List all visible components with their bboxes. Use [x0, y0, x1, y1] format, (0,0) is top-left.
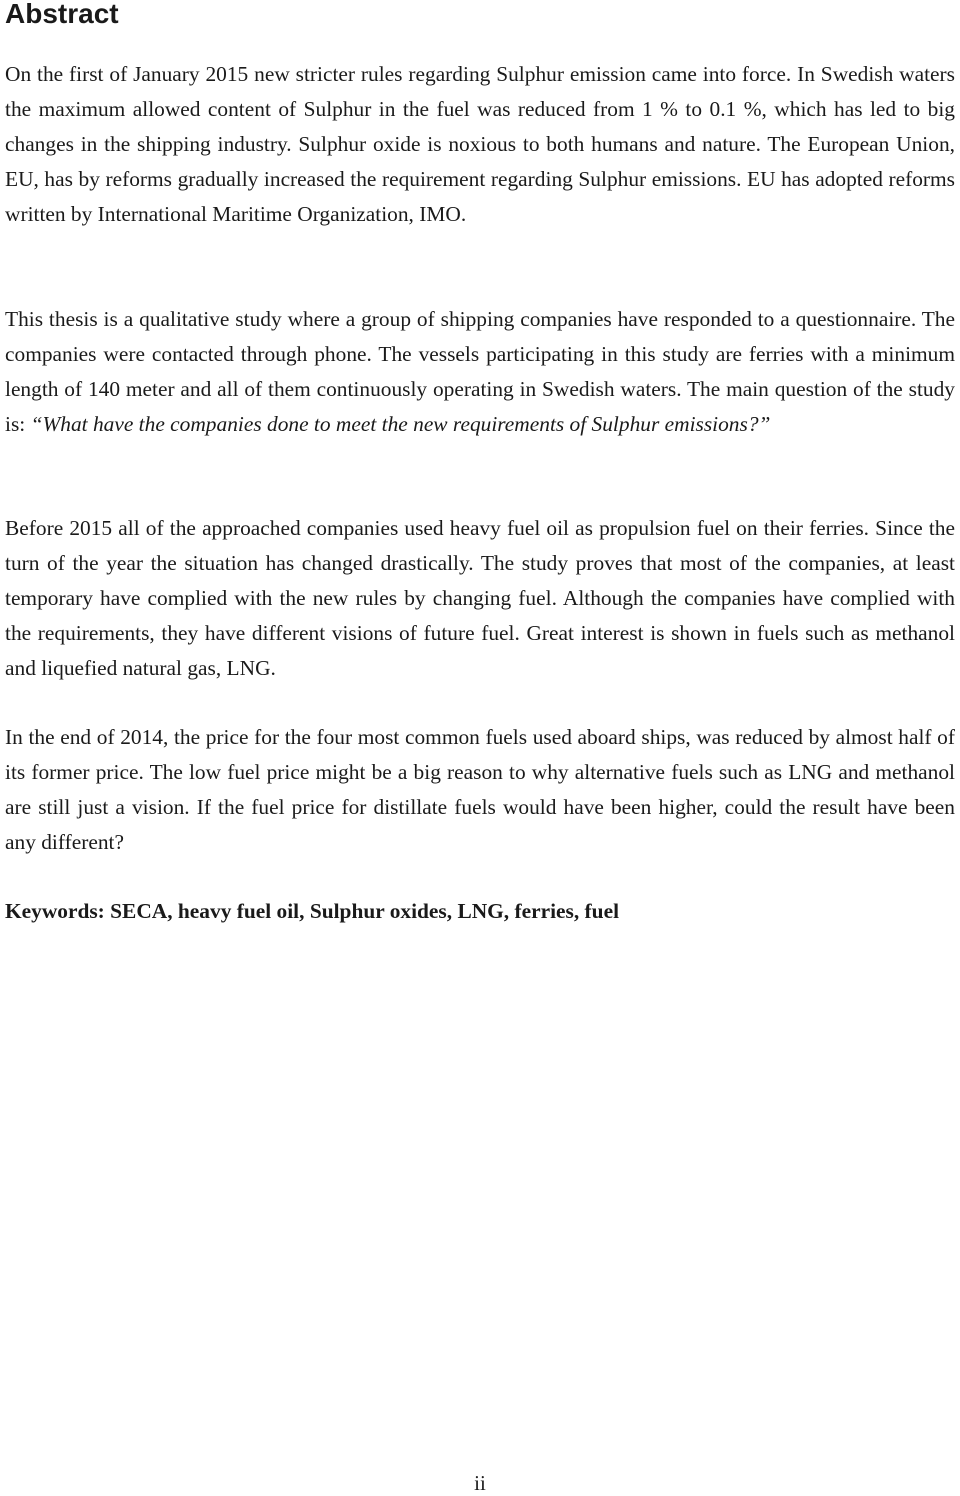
- paragraph-2-text: This thesis is a qualitative study where a group of shipping companies have responded to a questionnaire. The companies were contacted through phone. The vessels participating in this study are ferries with a minimum length of 140 meter and all of them continuously operating in Swedish waters. The main question of the study is:: [5, 307, 955, 436]
- keywords-line: Keywords: SECA, heavy fuel oil, Sulphur oxides, LNG, ferries, fuel: [5, 899, 620, 923]
- abstract-paragraph-3: Before 2015 all of the approached companies used heavy fuel oil as propulsion fuel on their ferries. Since the turn of the year the situation has changed drastically. The study proves that most of the companies, at least temporary have complied with the new rules by changing fuel. Although the companies have complied with the requirements, they have different visions of future fuel. Great interest is shown in fuels such as methanol and liquefied natural gas, LNG.: [5, 516, 955, 680]
- abstract-paragraph-1: On the first of January 2015 new stricter rules regarding Sulphur emission came into force. In Swedish waters the maximum allowed content of Sulphur in the fuel was reduced from 1 % to 0.1 %, which has led to big changes in the shipping industry. Sulphur oxide is noxious to both humans and nature. The European Union, EU, has by reforms gradually increased the requirement regarding Sulphur emissions. EU has adopted reforms written by International Maritime Organization, IMO.: [5, 62, 955, 226]
- page-number: ii: [474, 1471, 486, 1495]
- abstract-paragraph-2: [5, 302, 955, 442]
- abstract-heading: Abstract: [5, 0, 119, 29]
- research-question: “What have the companies done to meet the new requirements of Sulphur emissions?”: [30, 412, 771, 436]
- abstract-paragraph-4: In the end of 2014, the price for the four most common fuels used aboard ships, was reduced by almost half of its former price. The low fuel price might be a big reason to why alternative fuels such as LNG and methanol are still just a vision. If the fuel price for distillate fuels would have been higher, could the result have been any different?: [5, 725, 955, 854]
